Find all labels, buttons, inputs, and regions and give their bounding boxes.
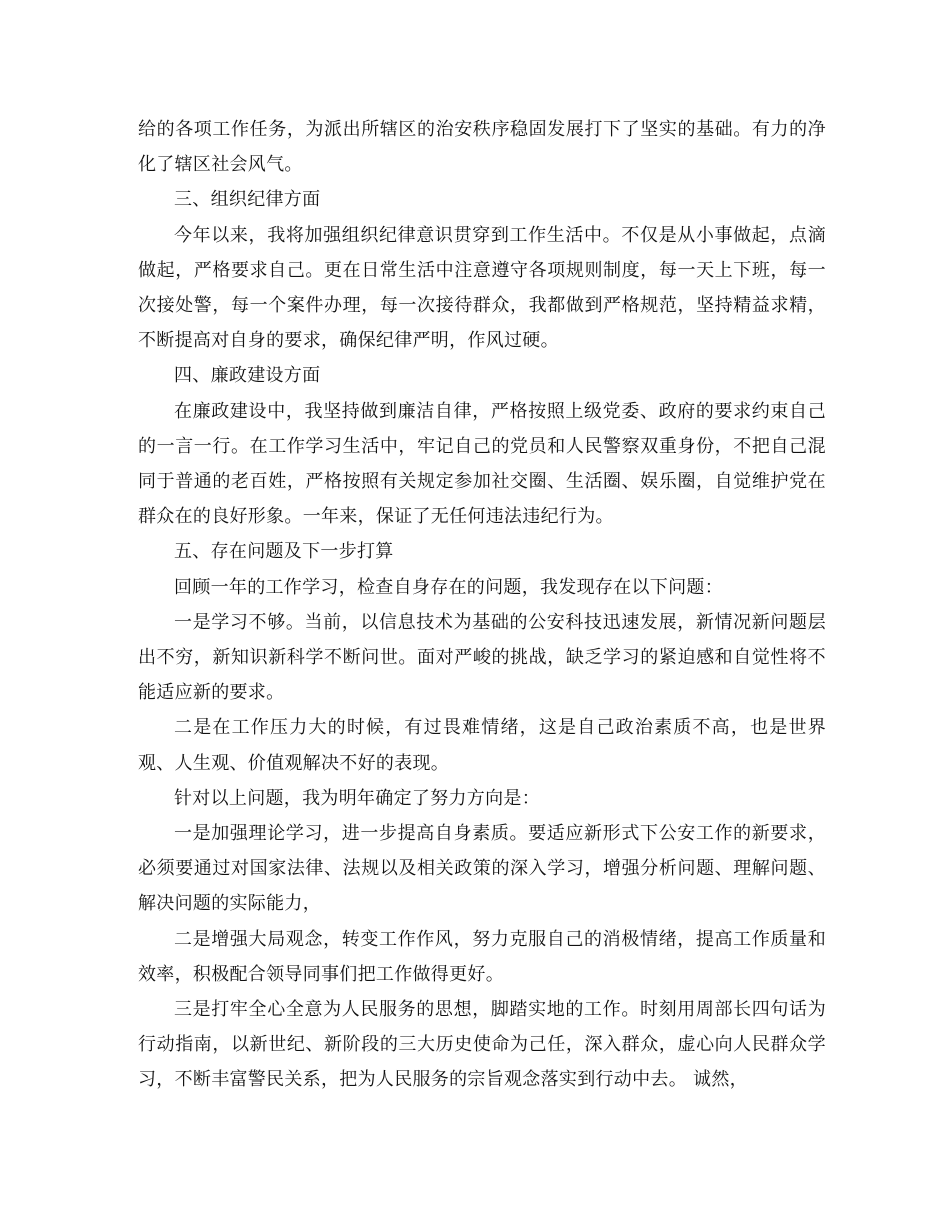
paragraph-direction-2: 二是增强大局观念，转变工作作风，努力克服自己的消极情绪，提高工作质量和效率，积极配合领导同事们把工作做得更好。 [138,928,826,985]
section-heading-discipline: 三、组织纪律方面 [174,189,321,211]
paragraph-continuation: 给的各项工作任务，为派出所辖区的治安秩序稳固发展打下了坚实的基础。有力的净化了辖区社会风气。 [138,119,826,176]
paragraph-problem-1: 一是学习不够。当前，以信息技术为基础的公安科技迅速发展，新情况新问题层出不穷，新知识新科学不断问世。面对严峻的挑战，缺乏学习的紧迫感和自觉性将不能适应新的要求。 [138,611,826,704]
paragraph-direction-intro: 针对以上问题，我为明年确定了努力方向是： [174,787,540,809]
paragraph-direction-3: 三是打牢全心全意为人民服务的思想，脚踏实地的工作。时刻用周部长四句话为行动指南，以新世纪、新阶段的三大历史使命为己任，深入群众，虚心向人民群众学习，不断丰富警民关系，把为人民服务的宗旨观念落实到行动中去。 诚然， [138,999,826,1091]
paragraph-problem-2: 二是在工作压力大的时候，有过畏难情绪，这是自己政治素质不高，也是世界观、人生观、价值观解决不好的表现。 [138,717,826,774]
paragraph-direction-1: 一是加强理论学习，进一步提高自身素质。要适应新形式下公安工作的新要求，必须要通过对国家法律、法规以及相关政策的深入学习，增强分析问题、理解问题、解决问题的实际能力， [138,823,826,915]
paragraph-review: 回顾一年的工作学习，检查自身存在的问题，我发现存在以下问题： [174,576,723,598]
section-heading-integrity: 四、廉政建设方面 [174,365,321,387]
paragraph-integrity: 在廉政建设中，我坚持做到廉洁自律，严格按照上级党委、政府的要求约束自己的一言一行。在工作学习生活中，牢记自己的党员和人民警察双重身份，不把自己混同于普通的老百姓，严格按照有关规定参加社交圈、生活圈、娱乐圈，自觉维护党在群众在的良好形象。一年来，保证了无任何违法违纪行为。 [138,400,826,528]
section-heading-problems: 五、存在问题及下一步打算 [174,541,394,563]
paragraph-discipline: 今年以来，我将加强组织纪律意识贯穿到工作生活中。不仅是从小事做起，点滴做起，严格要求自己。更在日常生活中注意遵守各项规则制度，每一天上下班，每一次接处警，每一个案件办理，每一次接待群众，我都做到严格规范，坚持精益求精，不断提高对自身的要求，确保纪律严明，作风过硬。 [138,224,826,352]
document-body [138,112,826,1098]
